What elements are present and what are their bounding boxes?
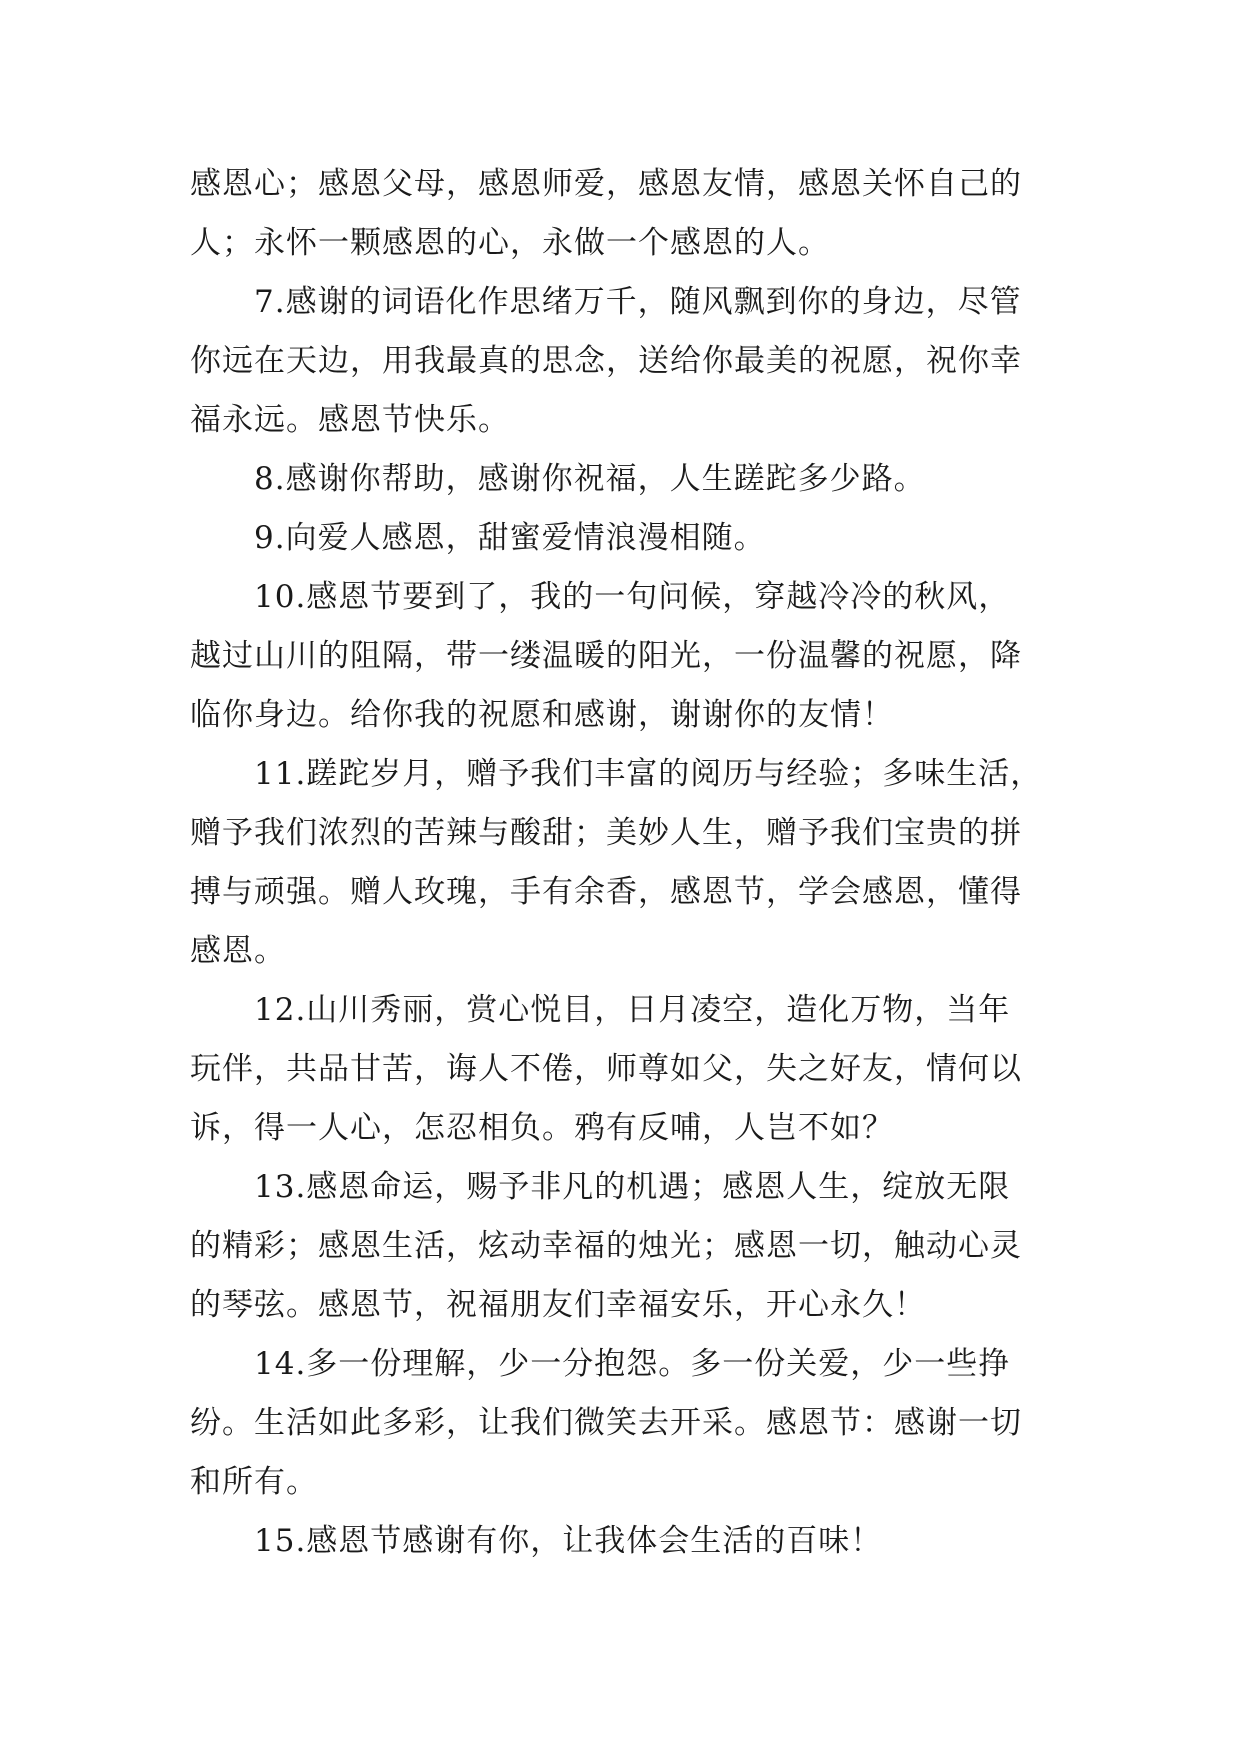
document-body <box>190 155 1050 1571</box>
paragraph-9 <box>190 509 1050 568</box>
paragraph-10 <box>190 568 1050 745</box>
paragraph-12 <box>190 981 1050 1158</box>
text-line: 临你身边。给你我的祝愿和感谢，谢谢你的友情！ <box>190 697 894 733</box>
text-line: 10.感恩节要到了，我的一句问候，穿越冷冷的秋风， <box>254 579 1011 615</box>
text-line: 11.蹉跎岁月，赠予我们丰富的阅历与经验；多味生活， <box>254 756 1043 792</box>
paragraph-8 <box>190 450 1050 509</box>
text-line: 感恩心；感恩父母，感恩师爱，感恩友情，感恩关怀自己的 <box>190 166 1022 202</box>
text-line: 越过山川的阻隔，带一缕温暖的阳光，一份温馨的祝愿，降 <box>190 638 1022 674</box>
text-line: 7.感谢的词语化作思绪万千，随风飘到你的身边，尽管 <box>254 284 1022 320</box>
text-line: 福永远。感恩节快乐。 <box>190 402 510 438</box>
text-line: 搏与顽强。赠人玫瑰，手有余香，感恩节，学会感恩，懂得 <box>190 874 1022 910</box>
text-line: 的琴弦。感恩节，祝福朋友们幸福安乐，开心永久！ <box>190 1287 926 1323</box>
text-line: 12.山川秀丽，赏心悦目，日月凌空，造化万物，当年 <box>254 992 1011 1028</box>
text-line: 玩伴，共品甘苦，诲人不倦，师尊如父，失之好友，情何以 <box>190 1051 1022 1087</box>
paragraph-15 <box>190 1512 1050 1571</box>
paragraph-continuation <box>190 155 1050 273</box>
text-line: 13.感恩命运，赐予非凡的机遇；感恩人生，绽放无限 <box>254 1169 1011 1205</box>
text-line: 15.感恩节感谢有你，让我体会生活的百味！ <box>254 1523 883 1559</box>
paragraph-11 <box>190 745 1050 981</box>
text-line: 和所有。 <box>190 1464 318 1500</box>
text-line: 人；永怀一颗感恩的心，永做一个感恩的人。 <box>190 225 830 261</box>
paragraph-13 <box>190 1158 1050 1335</box>
text-line: 感恩。 <box>190 933 286 969</box>
text-line: 9.向爱人感恩，甜蜜爱情浪漫相随。 <box>254 520 766 556</box>
text-line: 14.多一份理解，少一分抱怨。多一份关爱，少一些挣 <box>254 1346 1011 1382</box>
text-line: 诉，得一人心，怎忍相负。鸦有反哺，人岂不如？ <box>190 1110 894 1146</box>
paragraph-14 <box>190 1335 1050 1512</box>
text-line: 你远在天边，用我最真的思念，送给你最美的祝愿，祝你幸 <box>190 343 1022 379</box>
text-line: 赠予我们浓烈的苦辣与酸甜；美妙人生，赠予我们宝贵的拼 <box>190 815 1022 851</box>
text-line: 纷。生活如此多彩，让我们微笑去开采。感恩节：感谢一切 <box>190 1405 1022 1441</box>
text-line: 8.感谢你帮助，感谢你祝福，人生蹉跎多少路。 <box>254 461 926 497</box>
paragraph-7 <box>190 273 1050 450</box>
text-line: 的精彩；感恩生活，炫动幸福的烛光；感恩一切，触动心灵 <box>190 1228 1022 1264</box>
